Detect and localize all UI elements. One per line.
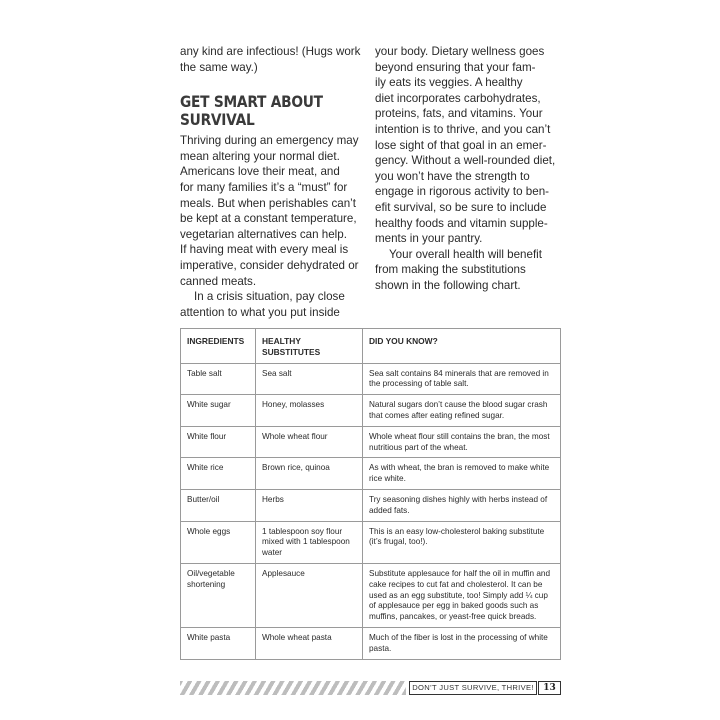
header-healthy-substitutes: HEALTHY SUBSTITUTES [256, 329, 363, 364]
ingredient-cell: Butter/oil [181, 489, 256, 521]
ingredient-cell: White pasta [181, 627, 256, 659]
ingredient-cell: White flour [181, 426, 256, 458]
fact-cell: This is an easy low-cholesterol baking substitute (it’s frugal, too!). [363, 521, 561, 563]
substitute-cell: Honey, molasses [256, 395, 363, 427]
left-column [180, 44, 368, 320]
body-paragraph-4: Your overall health will benefit from making the substitutions shown in the following chart. [375, 247, 542, 292]
ingredient-cell: Oil/vegetable shortening [181, 563, 256, 627]
table-header-row [181, 329, 561, 364]
header-ingredients: INGREDIENTS [181, 329, 256, 364]
substitute-cell: Brown rice, quinoa [256, 458, 363, 490]
fact-cell: Substitute applesauce for half the oil in muffin and cake recipes to cut fat and cholesterol. It can be used as an egg substitute, too! Simply add ¼ cup of applesauce per egg in baked goods such as muffins, pancakes, or yeast-free quick breads. [363, 563, 561, 627]
substitute-cell: Sea salt [256, 363, 363, 395]
table-row [181, 458, 561, 490]
ingredient-cell: Whole eggs [181, 521, 256, 563]
fact-cell: Much of the fiber is lost in the processing of white pasta. [363, 627, 561, 659]
substitute-cell: 1 tablespoon soy flour mixed with 1 tablespoon water [256, 521, 363, 563]
substitute-cell: Applesauce [256, 563, 363, 627]
fact-cell: Natural sugars don’t cause the blood sugar crash that comes after eating refined sugar. [363, 395, 561, 427]
body-paragraph-3: your body. Dietary wellness goes beyond ensuring that your fam- ily eats its veggies. A healthy diet incorporates carbohydrates, proteins, fats, and vitamins. Your intention is to thrive, and you can’t lose sight of that goal in an emer- gency. Without a well-rounded diet, you won’t have the strength to engage in rigorous activity to ben- efit survival, so be sure to include healthy foods and vitamin supple- ments in your pantry. [375, 45, 556, 246]
fact-cell: Sea salt contains 84 minerals that are removed in the processing of table salt. [363, 363, 561, 395]
table-row [181, 363, 561, 395]
table-row [181, 563, 561, 627]
section-heading: GET SMART ABOUT SURVIVAL [180, 92, 323, 130]
fact-cell: Try seasoning dishes highly with herbs instead of added fats. [363, 489, 561, 521]
ingredient-cell: Table salt [181, 363, 256, 395]
body-paragraph-2: In a crisis situation, pay close attention to what you put inside [180, 290, 345, 319]
page-footer [180, 681, 561, 695]
table-row [181, 521, 561, 563]
ingredient-cell: White sugar [181, 395, 256, 427]
table-row [181, 426, 561, 458]
substitutes-table [180, 328, 561, 660]
right-column [375, 44, 565, 294]
running-title: DON’T JUST SURVIVE, THRIVE! [409, 681, 537, 695]
striped-bar [180, 681, 406, 695]
body-paragraph-1: Thriving during an emergency may mean altering your normal diet. Americans love their meat, and for many families it’s a “must” for meals. But when perishables can’t be kept at a constant temperature, vegetarian alternatives can help. If having meat with every meal is imperative, consider dehydrated or canned meats. [180, 134, 359, 288]
substitute-cell: Herbs [256, 489, 363, 521]
page-number: 13 [538, 681, 561, 695]
substitute-cell: Whole wheat flour [256, 426, 363, 458]
fact-cell: As with wheat, the bran is removed to make white rice white. [363, 458, 561, 490]
continued-paragraph: any kind are infectious! (Hugs work the same way.) [180, 45, 361, 74]
table-row [181, 489, 561, 521]
table-row [181, 395, 561, 427]
fact-cell: Whole wheat flour still contains the bran, the most nutritious part of the wheat. [363, 426, 561, 458]
header-did-you-know: DID YOU KNOW? [363, 329, 561, 364]
substitute-cell: Whole wheat pasta [256, 627, 363, 659]
ingredient-cell: White rice [181, 458, 256, 490]
table-row [181, 627, 561, 659]
